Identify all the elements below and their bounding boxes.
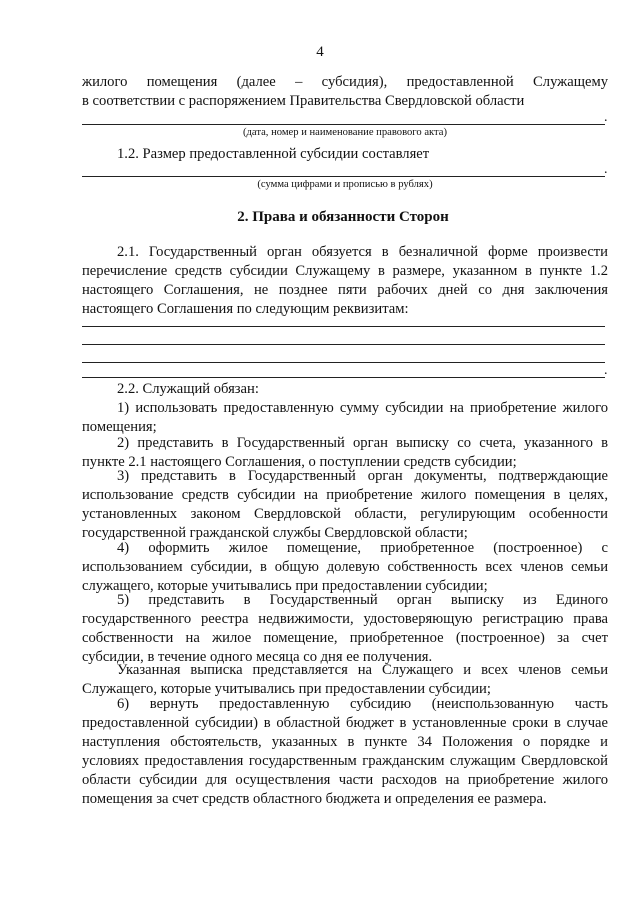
page-number: 4 <box>316 44 324 60</box>
sum-caption: (сумма цифрами и прописью в рублях) <box>257 179 433 190</box>
duty-item-3: 3) представить в Государственный орган документы, подтверждающие использование средств субсидии на приобретение жилого помещения в целях, установленных законом Свердловской области, регулирующим особенности государственной гражданской службы Свердловской области; <box>82 468 608 541</box>
act-blank-line <box>82 124 605 125</box>
duty-item-2: 2) представить в Государственный орган выписку со счета, указанного в пункте 2.1 настоящего Соглашения, о поступлении средств субсидии; <box>82 435 608 470</box>
requisites-line-3 <box>82 362 605 363</box>
intro-line-1: жилого помещения (далее – субсидия), предоставленной Служащему <box>82 74 608 90</box>
duty-item-1: 1) использовать предоставленную сумму субсидии на приобретение жилого помещения; <box>82 400 608 435</box>
paragraph-2-1: 2.1. Государственный орган обязуется в безналичной форме произвести перечисление средств субсидии Служащему в размере, указанном в пункте 1.2 настоящего Соглашения, не позднее пяти рабочих дней со дня заключения настоящего Соглашения по следующим реквизитам: <box>82 244 608 317</box>
sum-blank-line <box>82 176 605 177</box>
duty-item-5: 5) представить в Государственный орган выписку из Единого государственного реестра недвижимости, удостоверяющую регистрацию права собственности на жилое помещение, приобретенное (построенное) за счет субсидии, в течение одного месяца со дня ее получения. <box>82 592 608 665</box>
requisites-end-dot: . <box>604 363 608 378</box>
requisites-line-2 <box>82 344 605 345</box>
act-caption: (дата, номер и наименование правового акта) <box>242 127 448 138</box>
requisites-line-4 <box>82 377 605 378</box>
section-title: 2. Права и обязанности Сторон <box>237 209 449 225</box>
act-line-end-dot: . <box>604 110 608 125</box>
paragraph-1-2: 1.2. Размер предоставленной субсидии составляет <box>117 146 430 162</box>
requisites-line-1 <box>82 326 605 327</box>
duty-item-4: 4) оформить жилое помещение, приобретенное (построенное) с использованием субсидии, в общую долевую собственность всех членов семьи служащего, которые учитывались при предоставлении субсидии; <box>82 540 608 594</box>
duty-item-6: 6) вернуть предоставленную субсидию (неиспользованную часть предоставленной субсидии) в областной бюджет в установленные сроки в случае наступления обстоятельств, указанных в пункте 34 Положения о порядке и условиях предоставления государственным гражданским служащим Свердловской области субсидии для осуществления части расходов на приобретение жилого помещения за счет средств областного бюджета и определения ее размера. <box>82 696 608 807</box>
intro-line-2: в соответствии с распоряжением Правительства Свердловской области <box>82 93 525 109</box>
extract-note: Указанная выписка представляется на Служащего и всех членов семьи Служащего, которые учитывались при предоставлении субсидии; <box>82 662 608 697</box>
sum-line-end-dot: . <box>604 162 608 177</box>
paragraph-2-2: 2.2. Служащий обязан: <box>117 381 259 397</box>
